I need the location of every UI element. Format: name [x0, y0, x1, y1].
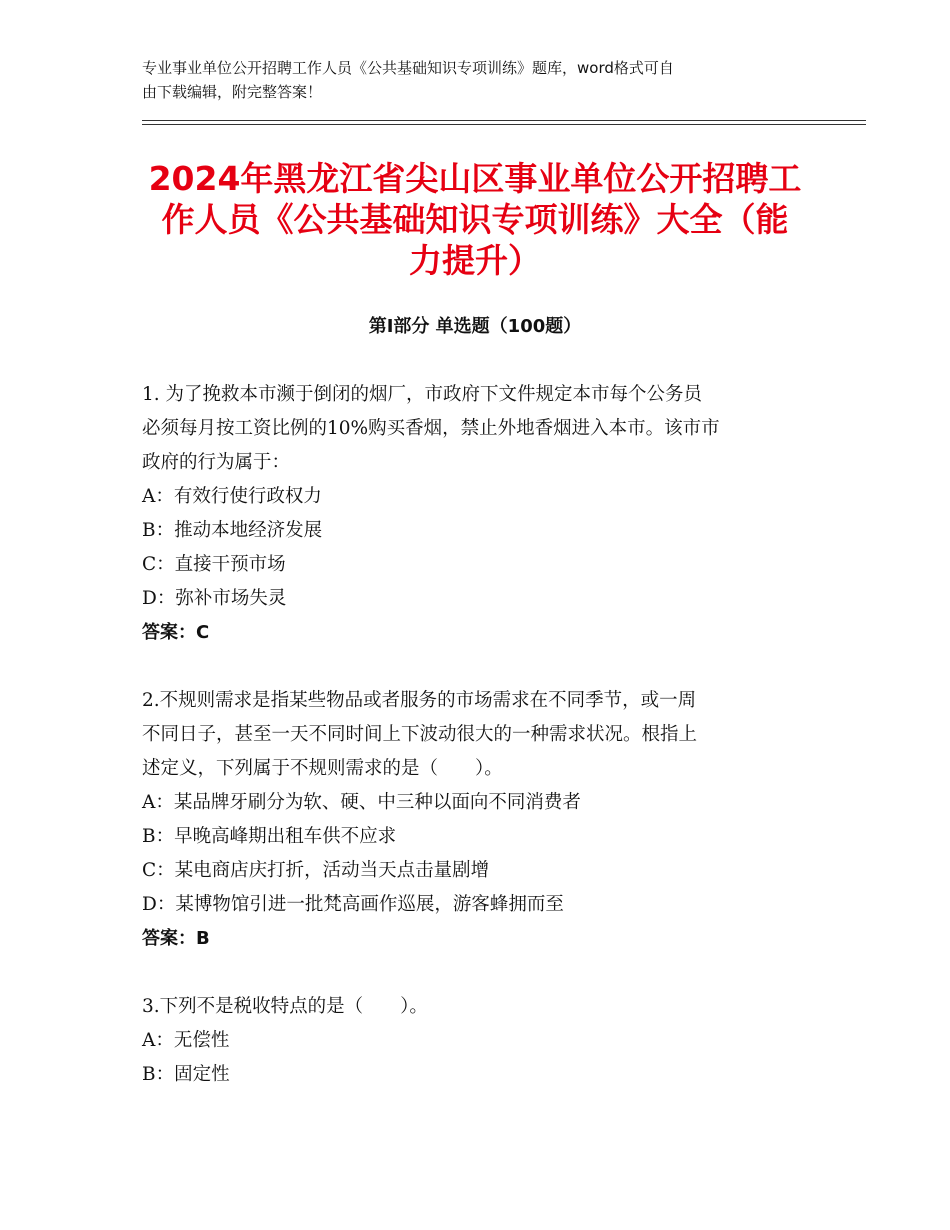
answer: 答案：B [142, 928, 210, 949]
section-heading: 第Ⅰ部分 单选题（100题） [368, 316, 582, 337]
option-a: A：有效行使行政权力 [142, 486, 322, 507]
header-divider [142, 124, 866, 125]
header-divider [142, 120, 866, 121]
question-stem-line: 不同日子，甚至一天不同时间上下波动很大的一种需求状况。根指上 [142, 724, 698, 745]
title-line: 力提升） [409, 241, 541, 280]
option-d: D：弥补市场失灵 [142, 588, 287, 609]
option-b: B：固定性 [142, 1064, 230, 1085]
question-stem-line: 述定义，下列属于不规则需求的是（ ）。 [142, 758, 503, 779]
document-title [130, 158, 820, 281]
option-a: A：某品牌牙刷分为软、硬、中三种以面向不同消费者 [142, 792, 581, 813]
option-c: C：某电商店庆打折，活动当天点击量剧增 [142, 860, 490, 881]
question-1 [142, 378, 810, 650]
answer: 答案：C [142, 622, 210, 643]
spacer [142, 650, 810, 684]
question-stem-line: 2.不规则需求是指某些物品或者服务的市场需求在不同季节，或一周 [142, 690, 697, 711]
question-stem-line: 3.下列不是税收特点的是（ ）。 [142, 996, 428, 1017]
option-d: D：某博物馆引进一批梵高画作巡展，游客蜂拥而至 [142, 894, 564, 915]
option-a: A：无偿性 [142, 1030, 230, 1051]
option-b: B：推动本地经济发展 [142, 520, 323, 541]
question-stem-line: 1. 为了挽救本市濒于倒闭的烟厂，市政府下文件规定本市每个公务员 [142, 384, 703, 405]
spacer [142, 956, 810, 990]
option-b: B：早晚高峰期出租车供不应求 [142, 826, 397, 847]
document-header [142, 56, 810, 104]
question-stem-line: 政府的行为属于： [142, 452, 291, 473]
question-list [142, 378, 810, 1092]
title-line: 2024年黑龙江省尖山区事业单位公开招聘工 [148, 159, 802, 198]
question-2 [142, 684, 810, 956]
header-line: 由下载编辑，附完整答案！ [142, 83, 323, 101]
header-line: 专业事业单位公开招聘工作人员《公共基础知识专项训练》题库，word格式可自 [142, 59, 674, 77]
title-line: 作人员《公共基础知识专项训练》大全（能 [161, 200, 789, 239]
question-3 [142, 990, 810, 1092]
question-stem-line: 必须每月按工资比例的10%购买香烟，禁止外地香烟进入本市。该市市 [142, 418, 720, 439]
option-c: C：直接干预市场 [142, 554, 286, 575]
